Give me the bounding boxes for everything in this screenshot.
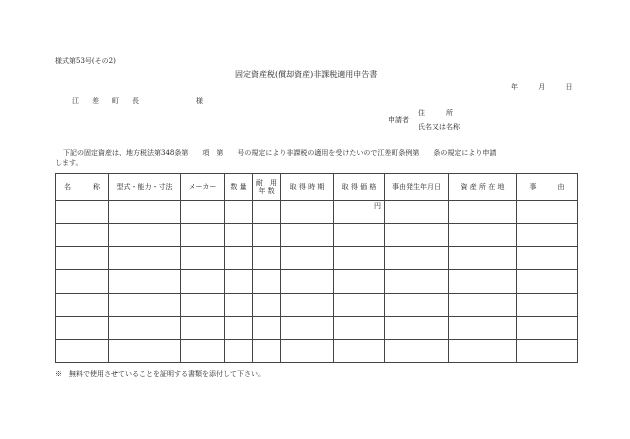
- table-row: [56, 270, 578, 293]
- table-cell[interactable]: [334, 339, 385, 362]
- header-acquire-price: 取 得 価 格: [334, 174, 385, 201]
- table-cell[interactable]: [109, 339, 181, 362]
- table-cell[interactable]: [56, 201, 109, 224]
- table-cell[interactable]: [449, 316, 517, 339]
- table-cell[interactable]: [385, 270, 449, 293]
- table-cell[interactable]: [449, 339, 517, 362]
- asset-table: [55, 173, 578, 363]
- form-number: 様式第53号(その2): [55, 57, 116, 65]
- header-location: 資 産 所 在 地: [449, 174, 517, 201]
- table-cell[interactable]: [281, 339, 334, 362]
- table-cell[interactable]: [385, 293, 449, 316]
- table-cell[interactable]: [517, 247, 578, 270]
- table-cell[interactable]: [56, 247, 109, 270]
- table-row: [56, 247, 578, 270]
- table-cell[interactable]: [225, 339, 253, 362]
- table-cell[interactable]: [334, 293, 385, 316]
- table-cell[interactable]: [449, 247, 517, 270]
- table-cell[interactable]: [109, 270, 181, 293]
- table-cell[interactable]: [517, 339, 578, 362]
- table-cell[interactable]: [225, 247, 253, 270]
- table-cell[interactable]: [253, 270, 281, 293]
- header-reason-part2: 由: [557, 182, 565, 191]
- table-cell[interactable]: [385, 224, 449, 247]
- table-cell[interactable]: [334, 316, 385, 339]
- table-cell[interactable]: [334, 224, 385, 247]
- date-day: 日: [565, 83, 573, 91]
- table-cell[interactable]: [225, 270, 253, 293]
- table-cell[interactable]: [225, 316, 253, 339]
- table-cell[interactable]: [281, 270, 334, 293]
- table-cell[interactable]: [334, 201, 385, 224]
- recipient-honorific: 様: [196, 97, 203, 105]
- table-cell[interactable]: [385, 339, 449, 362]
- table-cell[interactable]: [517, 293, 578, 316]
- header-name-part1: 名: [64, 182, 71, 191]
- applicant-label: 申請者: [388, 116, 409, 124]
- table-cell[interactable]: [385, 316, 449, 339]
- table-cell[interactable]: [109, 201, 181, 224]
- table-cell[interactable]: [225, 293, 253, 316]
- body-text-line2: します。: [55, 159, 83, 167]
- table-cell[interactable]: [281, 293, 334, 316]
- header-useful-life-line1: 耐 用: [256, 178, 277, 187]
- header-useful-life: [253, 174, 281, 201]
- date-line: [511, 84, 572, 91]
- table-cell[interactable]: [56, 339, 109, 362]
- table-cell[interactable]: [56, 316, 109, 339]
- table-row: [56, 293, 578, 316]
- table-row: [56, 316, 578, 339]
- applicant-name-label: 氏名又は名称: [418, 123, 460, 131]
- table-cell[interactable]: [334, 247, 385, 270]
- table-cell[interactable]: [181, 339, 225, 362]
- header-event-date: 事由発生年月日: [385, 174, 449, 201]
- table-cell[interactable]: [109, 224, 181, 247]
- date-month: 月: [538, 83, 546, 91]
- form-title: 固定資産税(償却資産)非課税適用申告書: [235, 70, 378, 79]
- applicant-address-label: 住 所: [418, 109, 453, 117]
- table-cell[interactable]: [281, 201, 334, 224]
- table-cell[interactable]: [253, 224, 281, 247]
- table-cell[interactable]: [449, 293, 517, 316]
- table-cell[interactable]: [181, 224, 225, 247]
- table-cell[interactable]: [281, 316, 334, 339]
- header-reason-part1: 事: [529, 182, 537, 191]
- table-row: [56, 201, 578, 224]
- header-quantity: 数 量: [225, 174, 253, 201]
- header-maker: メーカー: [181, 174, 225, 201]
- yen-unit: 円: [374, 202, 381, 210]
- header-name-part2: 称: [93, 182, 100, 191]
- footnote: ※ 無料で使用させていることを証明する書類を添付して下さい。: [55, 370, 265, 378]
- table-cell[interactable]: [225, 201, 253, 224]
- table-cell[interactable]: [517, 316, 578, 339]
- header-acquire-time: 取 得 時 期: [281, 174, 334, 201]
- table-cell[interactable]: [385, 247, 449, 270]
- table-cell[interactable]: [281, 224, 334, 247]
- table-cell[interactable]: [56, 293, 109, 316]
- header-useful-life-line2: 年 数: [258, 187, 275, 195]
- table-cell[interactable]: [56, 224, 109, 247]
- table-cell[interactable]: [253, 247, 281, 270]
- body-text-line1: 下記の固定資産は、地方税法第348条第 項 第 号の規定により非課税の適用を受けたいので江差町条例第 条の規定により申請: [63, 149, 497, 157]
- table-cell[interactable]: [449, 224, 517, 247]
- table-cell[interactable]: [517, 224, 578, 247]
- table-cell[interactable]: [225, 224, 253, 247]
- table-cell[interactable]: [449, 270, 517, 293]
- table-cell[interactable]: [181, 247, 225, 270]
- header-model: 型式・能力・寸法: [109, 174, 181, 201]
- table-cell[interactable]: [253, 316, 281, 339]
- table-cell[interactable]: [517, 270, 578, 293]
- table-row: [56, 339, 578, 362]
- table-cell[interactable]: [253, 201, 281, 224]
- table-cell[interactable]: [181, 293, 225, 316]
- table-row: [56, 224, 578, 247]
- recipient-name: 江 差 町 長: [72, 97, 142, 105]
- header-reason: [517, 174, 578, 201]
- table-cell[interactable]: [109, 316, 181, 339]
- table-cell[interactable]: [334, 270, 385, 293]
- date-year: 年: [511, 83, 518, 91]
- table-cell[interactable]: [109, 247, 181, 270]
- table-cell[interactable]: [181, 270, 225, 293]
- table-cell[interactable]: [281, 247, 334, 270]
- table-cell[interactable]: [181, 201, 225, 224]
- table-cell[interactable]: [253, 339, 281, 362]
- header-name: [56, 174, 109, 201]
- table-cell[interactable]: [181, 316, 225, 339]
- table-cell[interactable]: [56, 270, 109, 293]
- table-header-row: [56, 174, 578, 201]
- table-cell[interactable]: [385, 201, 449, 224]
- table-cell[interactable]: [449, 201, 517, 224]
- table-cell[interactable]: [253, 293, 281, 316]
- table-cell[interactable]: [109, 293, 181, 316]
- table-cell[interactable]: [517, 201, 578, 224]
